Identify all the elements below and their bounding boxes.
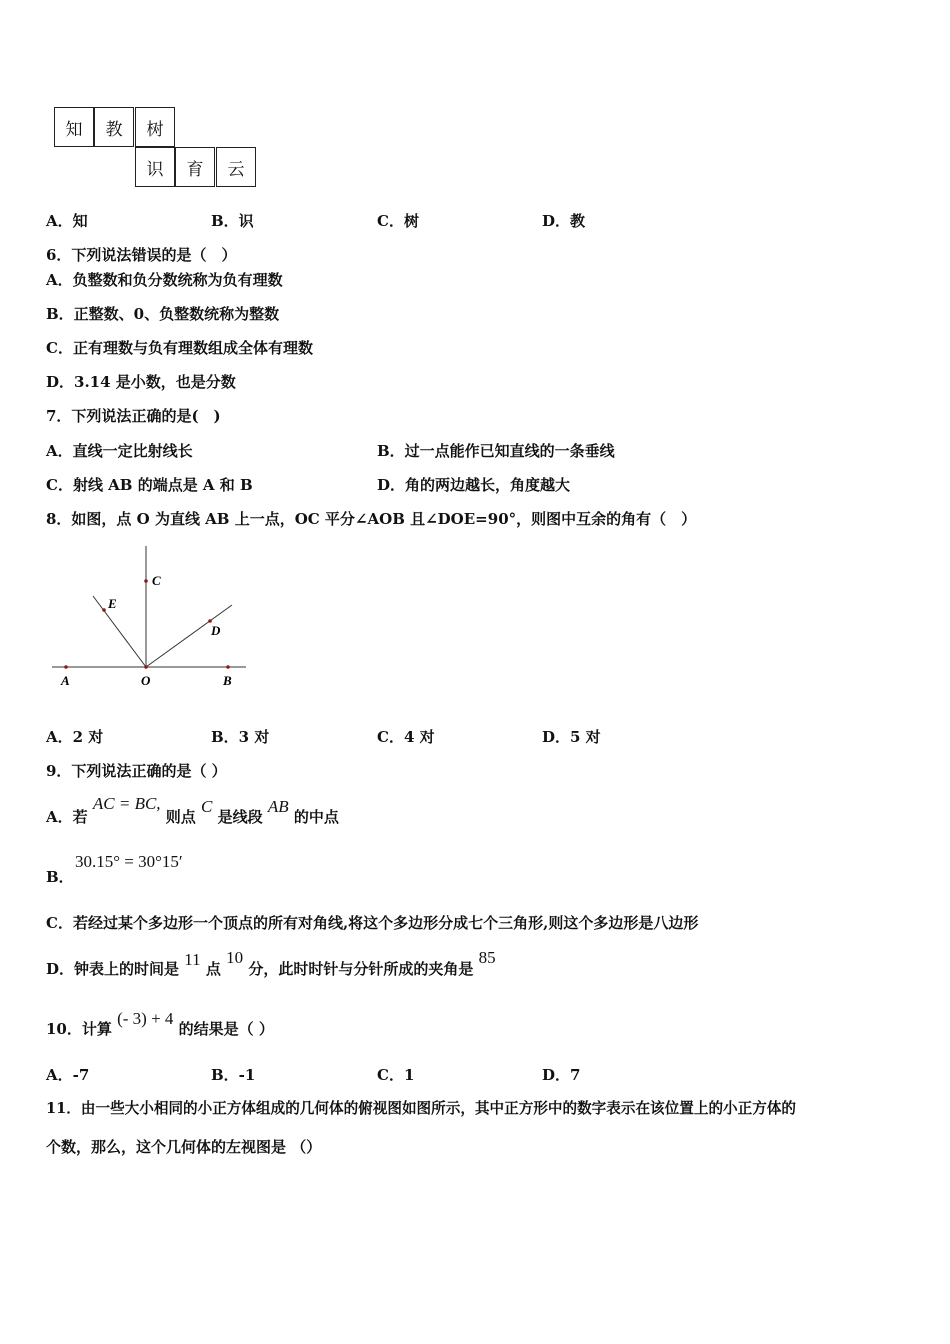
q10-suffix: 的结果是（ ） <box>178 1020 274 1038</box>
q7-option-b: B．过一点能作已知直线的一条垂线 <box>377 442 615 460</box>
q10-option-a: A．-7 <box>46 1066 90 1084</box>
q5-option-a: A．知 <box>46 212 88 230</box>
net-cell: 知 <box>54 107 94 147</box>
q9-option-c: C．若经过某个多边形一个顶点的所有对角线,将这个多边形分成七个三角形,则这个多边形是八边形 <box>46 914 699 932</box>
q8-option-d: D．5 对 <box>542 728 601 746</box>
net-cell: 云 <box>216 147 256 187</box>
q9-option-b <box>46 868 74 886</box>
q8-option-c: C．4 对 <box>377 728 435 746</box>
q6-option-a: A．负整数和负分数统称为负有理数 <box>46 271 283 289</box>
q6-option-c: C．正有理数与负有理数组成全体有理数 <box>46 339 313 357</box>
q9a-segment: AB <box>267 797 289 816</box>
q8-option-a: A．2 对 <box>46 728 104 746</box>
q6-option-b: B．正整数、0、负整数统称为整数 <box>46 305 280 323</box>
q7-stem: 7．下列说法正确的是( ) <box>46 407 221 425</box>
q10-expression: (- 3) + 4 <box>117 1009 174 1028</box>
q9d-hour: 11 <box>184 950 201 969</box>
label-a: A <box>61 673 70 688</box>
q5-option-b: B．识 <box>211 212 254 230</box>
net-cell: 教 <box>94 107 134 147</box>
q11-stem-line2: 个数，那么，这个几何体的左视图是 （） <box>46 1138 322 1156</box>
q9d-text: 点 <box>205 960 221 978</box>
net-cell: 树 <box>135 107 175 147</box>
q8-stem: 8．如图，点 O 为直线 AB 上一点，OC 平分∠AOB 且∠DOE=90°，则图中互余的角有（ ） <box>46 510 697 528</box>
label-e: E <box>108 596 117 611</box>
point-b <box>226 665 230 669</box>
point-e <box>102 608 106 612</box>
q8-angle-figure <box>40 540 260 700</box>
q5-option-c: C．树 <box>377 212 419 230</box>
q10-option-b: B．-1 <box>211 1066 256 1084</box>
q9a-prefix: A．若 <box>46 808 88 826</box>
q9-option-d <box>46 948 496 978</box>
q9b-prefix: B． <box>46 868 74 886</box>
q7-option-d: D．角的两边越长，角度越大 <box>377 476 571 494</box>
q9a-text: 则点 <box>165 808 196 826</box>
q9-stem: 9．下列说法正确的是（ ） <box>46 762 227 780</box>
label-b: B <box>223 673 232 688</box>
q7-option-a: A．直线一定比射线长 <box>46 442 193 460</box>
q9b-equation-wrap <box>75 853 183 871</box>
q6-option-d: D．3.14 是小数，也是分数 <box>46 373 236 391</box>
q9a-equation: AC = BC, <box>92 794 161 813</box>
net-cell: 育 <box>175 147 215 187</box>
q5-option-d: D．教 <box>542 212 586 230</box>
q7-option-c: C．射线 AB 的端点是 A 和 B <box>46 476 253 494</box>
q9a-point: C <box>201 797 213 816</box>
q10-stem <box>46 1009 274 1038</box>
q9d-text2: 分，此时时针与分针所成的夹角是 <box>248 960 474 978</box>
q6-stem: 6．下列说法错误的是（ ） <box>46 246 237 264</box>
q9b-equation: 30.15° = 30°15′ <box>75 852 183 871</box>
q9d-angle: 85 <box>478 948 496 967</box>
label-c: C <box>152 573 161 588</box>
q8-option-b: B．3 对 <box>211 728 270 746</box>
label-d: D <box>211 623 221 638</box>
point-o <box>144 665 148 669</box>
net-cell: 识 <box>135 147 175 187</box>
q9a-suffix: 的中点 <box>293 808 339 826</box>
point-c <box>144 579 148 583</box>
q9d-prefix: D．钟表上的时间是 <box>46 960 180 978</box>
q9a-text2: 是线段 <box>217 808 263 826</box>
q10-prefix: 10．计算 <box>46 1020 112 1038</box>
label-o: O <box>141 673 151 688</box>
q9d-minute: 10 <box>226 948 244 967</box>
q9-option-a <box>46 794 339 826</box>
q10-option-c: C．1 <box>377 1066 415 1084</box>
q11-stem-line1: 11．由一些大小相同的小正方体组成的几何体的俯视图如图所示，其中正方形中的数字表示在该位置上的小正方体的 <box>46 1100 797 1117</box>
q10-option-d: D．7 <box>542 1066 581 1084</box>
ray-oe <box>93 596 146 667</box>
point-a <box>64 665 68 669</box>
